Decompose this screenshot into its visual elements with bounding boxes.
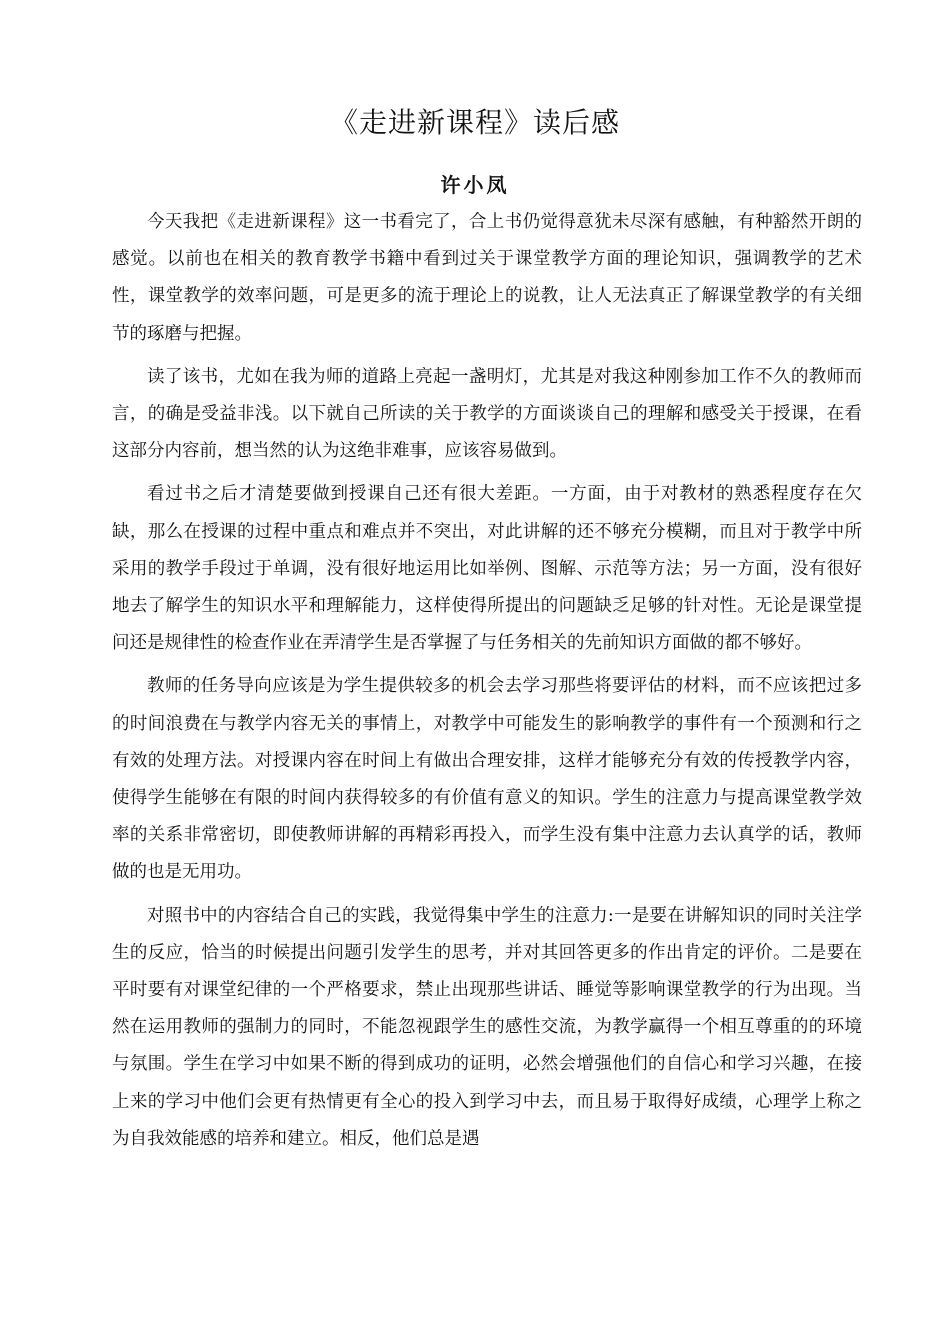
document-body xyxy=(112,204,862,1164)
paragraph-3: 看过书之后才清楚要做到授课自己还有很大差距。一方面，由于对教材的熟悉程度存在欠缺，那么在授课的过程中重点和难点并不突出，对此讲解的还不够充分模糊，而且对于教学中所采用的教学手段过于单调，没有很好地运用比如举例、图解、示范等方法；另一方面，没有很好地去了解学生的知识水平和理解能力，这样使得所提出的问题缺乏足够的针对性。无论是课堂提问还是规律性的检查作业在弄清学生是否掌握了与任务相关的先前知识方面做的都不够好。 xyxy=(112,484,862,654)
paragraph-2: 读了该书，尤如在我为师的道路上亮起一盏明灯，尤其是对我这种刚参加工作不久的教师而言，的确是受益非浅。以下就自己所读的关于教学的方面谈谈自己的理解和感受关于授课，在看这部分内容前，想当然的认为这绝非难事，应该容易做到。 xyxy=(112,366,862,462)
paragraph-4: 教师的任务导向应该是为学生提供较多的机会去学习那些将要评估的材料，而不应该把过多的时间浪费在与教学内容无关的事情上，对教学中可能发生的影响教学的事件有一个预测和行之有效的处理方法。对授课内容在时间上有做出合理安排，这样才能够充分有效的传授教学内容，使得学生能够在有限的时间内获得较多的有价值有意义的知识。学生的注意力与提高课堂教学效率的关系非常密切，即使教师讲解的再精彩再投入，而学生没有集中注意力去认真学的话，教师做的也是无用功。 xyxy=(112,676,862,883)
document-title: 《走进新课程》读后感 xyxy=(329,106,620,139)
document-author: 许小凤 xyxy=(440,173,510,197)
paragraph-1: 今天我把《走进新课程》这一书看完了，合上书仍觉得意犹未尽深有感触，有种豁然开朗的感觉。以前也在相关的教育教学书籍中看到过关于课堂教学方面的理论知识，强调教学的艺术性，课堂教学的效率问题，可是更多的流于理论上的说教，让人无法真正了解课堂教学的有关细节的琢磨与把握。 xyxy=(112,212,862,344)
paragraph-5: 对照书中的内容结合自己的实践，我觉得集中学生的注意力:一是要在讲解知识的同时关注学生的反应，恰当的时候提出问题引发学生的思考，并对其回答更多的作出肯定的评价。二是要在平时要有对课堂纪律的一个严格要求，禁止出现那些讲话、睡觉等影响课堂教学的行为出现。当然在运用教师的强制力的同时，不能忽视跟学生的感性交流，为教学赢得一个相互尊重的的环境与氛围。学生在学习中如果不断的得到成功的证明，必然会增强他们的自信心和学习兴趣，在接上来的学习中他们会更有热情更有全心的投入到学习中去，而且易于取得好成绩，心理学上称之为自我效能感的培养和建立。相反，他们总是遇 xyxy=(112,905,862,1149)
